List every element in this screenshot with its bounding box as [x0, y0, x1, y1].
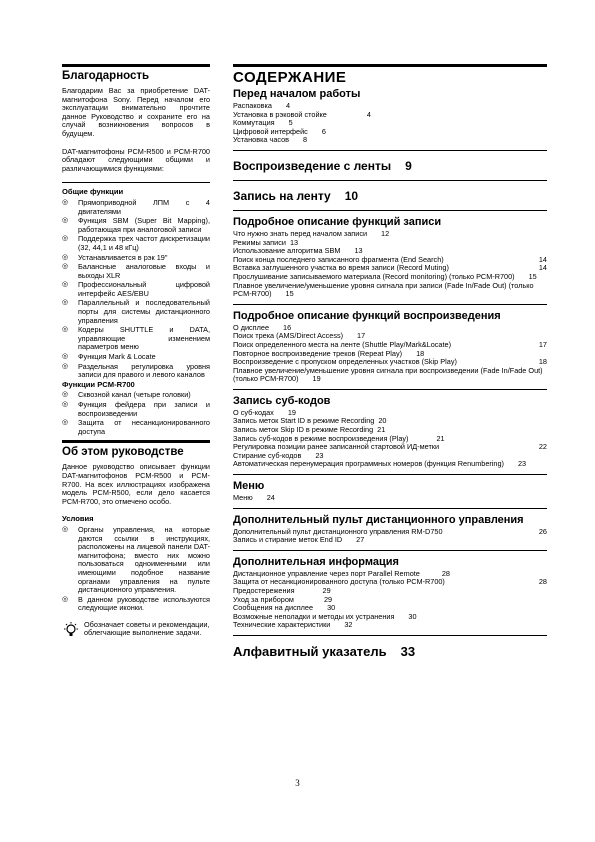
common-features-heading: Общие функции [62, 187, 124, 197]
bullet-icon: ◎ [62, 525, 69, 533]
bullet-icon: ◎ [62, 217, 69, 225]
list-item: ◎ Сквозной канал (четыре головки) [62, 390, 191, 400]
list-item: ◎ Прямоприводной ЛПМ с 4 двигателями [62, 197, 210, 216]
toc-entry[interactable]: Прослушивание записываемого материала (Record monitoring) (только PCM-R700) 15 [233, 271, 537, 281]
about-heading: Об этом руководстве [62, 446, 184, 459]
toc-entry[interactable]: Распаковка 4 [233, 101, 291, 110]
bullet-icon: ◎ [62, 401, 69, 408]
toc-entry[interactable]: Плавное увеличение/уменьшение уровня сигнала при записи (Fade In/Fade Out) (только PCM-R700) 15 [233, 280, 534, 299]
list-item: ◎ Устанавливается в рэк 19" [62, 252, 168, 262]
toc-entry[interactable]: Предостережения 29 [233, 586, 331, 595]
bullet-icon: ◎ [62, 299, 69, 307]
divider [233, 508, 547, 509]
divider [62, 440, 210, 443]
section-heading: Подробное описание функций записи [233, 215, 442, 228]
lightbulb-icon [62, 621, 84, 641]
toc-entry[interactable]: Поиск конца последнего записанного фрагмента (End Search) 14 [233, 254, 547, 264]
toc-entry[interactable]: Уход за прибором 29 [233, 594, 333, 604]
bullet-icon: ◎ [62, 326, 69, 334]
list-item: ◎ Защита от несанкционированного доступа [62, 418, 210, 436]
divider [233, 304, 547, 305]
list-item: ◎ Функция Mark & Locate [62, 352, 156, 362]
toc-entry[interactable]: Поиск определенного места на ленте (Shuttle Play/Mark&Locate) 17 [233, 339, 547, 349]
thanks-paragraph: Благодарим Вас за приобретение DAT-магнитофона Sony. Перед началом его эксплуатации внимательно прочтите данное Руководство и сохраните его на случай возникновения вопросов в будущем. [62, 86, 210, 138]
tip-description: Обозначает советы и рекомендации, облегчающие выполнение задачи. [84, 619, 210, 638]
toc-entry[interactable]: Воспроизведение с пропуском определенных участков (Skip Play) 18 [233, 357, 547, 367]
toc-section-additional [233, 556, 547, 630]
list-item: ◎ Профессиональный цифровой интерфейс AES/EBU [62, 280, 210, 298]
conventions-heading: Условия [62, 514, 94, 524]
toc-section-recording-details [233, 216, 547, 299]
about-paragraph: Данное руководство описывает функции DAT-магнитофонов PCM-R500 и PCM-R700. На всех иллюстрациях изображена модель PCM-R500, если дело касается PCM-R700, это отмечено особо. [62, 462, 210, 506]
toc-entry[interactable]: Запись меток Skip ID в режиме Recording 21 [233, 425, 386, 435]
toc-entry[interactable]: Цифровой интерфейс 6 [233, 126, 326, 136]
toc-entry[interactable]: Запись и стирание меток End ID 27 [233, 535, 365, 545]
divider [62, 64, 210, 67]
toc-entry[interactable]: Запись суб-кодов в режиме воспроизведения (Play) 21 [233, 433, 445, 443]
toc-entry[interactable]: Вставка заглушенного участка во время записи (Record Muting) 14 [233, 263, 547, 273]
list-item: ◎ Функция SBM (Super Bit Mapping), работающая при аналоговой записи [62, 216, 210, 234]
section-heading: Запись суб-кодов [233, 394, 331, 407]
page-number: 3 [295, 778, 300, 788]
toc-entry[interactable]: Защита от несанкционированного доступа (только PCM-R700) 28 [233, 577, 547, 587]
bullet-icon: ◎ [62, 235, 69, 243]
toc-entry[interactable]: Запись меток Start ID в режиме Recording 20 [233, 416, 387, 426]
toc-section-recording[interactable]: Запись на ленту 10 [233, 188, 359, 203]
toc-entry[interactable]: О суб-кодах 19 [233, 407, 296, 417]
bullet-icon: ◎ [62, 253, 69, 261]
bullet-icon: ◎ [62, 595, 69, 603]
toc-entry[interactable]: Возможные неполадки и методы их устранения 30 [233, 611, 417, 621]
list-item: ◎ Балансные аналоговые входы и выходы XLR [62, 262, 210, 280]
bullet-icon: ◎ [62, 362, 69, 370]
toc-entry[interactable]: Установка в рэковой стойке 4 [233, 109, 371, 119]
toc-entry[interactable]: Меню 24 [233, 493, 275, 503]
toc-entry[interactable]: Дистанционное управление через порт Parallel Remote 28 [233, 568, 450, 578]
common-features-list [62, 199, 210, 380]
divider [233, 635, 547, 636]
divider [233, 150, 547, 151]
bullet-icon: ◎ [62, 353, 69, 361]
list-item: ◎ Органы управления, на которые даются ссылки в инструкциях, расположены на лицевой панели DAT-магнитофона; вместо них можно пользоваться одноименными или имеющими подобное название органами управления на пульте дистанционного управления. [62, 524, 210, 595]
toc-entry[interactable]: Использование алгоритма SBM 13 [233, 246, 363, 256]
toc-entry[interactable]: Стирание суб-кодов 23 [233, 450, 324, 460]
section-heading: Дополнительная информация [233, 555, 399, 568]
toc-title: СОДЕРЖАНИЕ [233, 69, 347, 86]
section-heading: Меню [233, 480, 265, 493]
toc-section-playback[interactable]: Воспроизведение с ленты 9 [233, 158, 412, 173]
toc-entry[interactable]: Технические характеристики 32 [233, 620, 353, 630]
bullet-icon: ◎ [62, 391, 69, 399]
toc-section-menu [233, 480, 547, 503]
models-paragraph: DAT-магнитофоны PCM-R500 и PCM-R700 обладают следующими общими и различающимися функциями: [62, 146, 210, 173]
divider [233, 389, 547, 390]
bullet-icon: ◎ [62, 263, 69, 271]
list-item: ◎ В данном руководстве используются следующие иконки. [62, 594, 210, 613]
list-item: ◎ Параллельный и последовательный порты для системы дистанционного управления [62, 298, 210, 325]
toc-section-playback-details [233, 310, 547, 384]
toc-entry[interactable]: Повторное воспроизведение треков (Repeat Play) 18 [233, 348, 425, 358]
toc-section-subcodes [233, 395, 547, 469]
list-item: ◎ Поддержка трех частот дискретизации (32, 44,1 и 48 кГц) [62, 234, 210, 252]
toc-entry[interactable]: Что нужно знать перед началом записи 12 [233, 228, 390, 238]
toc-section-remote [233, 514, 547, 545]
toc-section-index[interactable]: Алфавитный указатель 33 [233, 643, 416, 659]
toc-entry[interactable]: Режимы записи 13 [233, 237, 299, 247]
section-heading: Подробное описание функций воспроизведения [233, 309, 501, 322]
tip-legend [62, 621, 210, 641]
toc-entry[interactable]: Автоматическая перенумерация программных номеров (функция Renumbering) 23 [233, 459, 527, 469]
toc-entry[interactable]: Установка часов 8 [233, 135, 308, 145]
toc-section-before-start [233, 88, 547, 145]
bullet-icon: ◎ [62, 281, 69, 289]
conventions-list [62, 526, 210, 613]
divider [62, 182, 210, 183]
toc-entry[interactable]: Дополнительный пульт дистанционного управления RM-D750 26 [233, 526, 547, 536]
thanks-heading: Благодарность [62, 70, 150, 82]
divider [233, 474, 547, 475]
divider [233, 180, 547, 181]
divider [233, 210, 547, 211]
divider [233, 64, 547, 67]
toc-entry[interactable]: Поиск трека (AMS/Direct Access) 17 [233, 331, 366, 341]
r700-features-heading: Функции PCM-R700 [62, 379, 135, 389]
toc-entry[interactable]: Коммутация 5 [233, 118, 293, 128]
bullet-icon: ◎ [62, 419, 69, 427]
toc-entry[interactable]: Регулировка позиции ранее записанной стартовой ИД-метки 22 [233, 442, 547, 452]
toc-entry[interactable]: О дисплее 16 [233, 322, 292, 332]
section-heading: Дополнительный пульт дистанционного управления [233, 513, 524, 526]
bullet-icon: ◎ [62, 198, 69, 206]
toc-entry[interactable]: Сообщения на дисплее 30 [233, 603, 336, 613]
list-item: ◎ Раздельная регулировка уровня записи для правого и левого каналов [62, 361, 210, 380]
list-item: ◎ Функция фейдера при записи и воспроизведении [62, 400, 210, 418]
list-item: ◎ Кодеры SHUTTLE и DATA, управляющие изменением параметров меню [62, 325, 210, 352]
r700-features-list [62, 391, 210, 436]
divider [233, 550, 547, 551]
left-column [62, 64, 210, 641]
toc-entry[interactable]: Плавное увеличение/уменьшение уровня сигнала при воспроизведении (Fade In/Fade Out) (только PCM-R700) 19 [233, 365, 543, 384]
section-heading: Перед началом работы [233, 88, 361, 100]
table-of-contents [233, 64, 547, 665]
